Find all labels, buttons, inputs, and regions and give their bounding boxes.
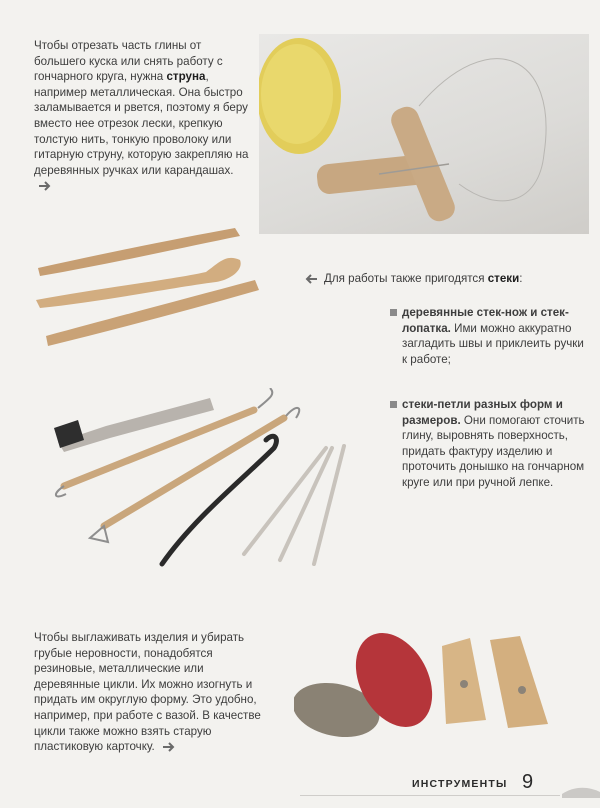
page-footer (0, 770, 600, 808)
bullet-square-icon (390, 401, 397, 408)
corner-swoosh-icon (562, 784, 600, 798)
section-label: ИНСТРУМЕНТЫ (412, 778, 508, 790)
wooden-knives-illustration (30, 224, 265, 354)
photo-wire-cutter (259, 34, 589, 234)
paragraph-stecks-intro: Для работы также пригодятся стеки: (304, 271, 594, 287)
ribs-illustration (294, 628, 564, 748)
list-item-loop-stecks: стеки-петли разных форм и размеров. Они помогают сточить глину, выровнять поверхность, придать фактуру изделию и проточить донышко на гончарном круге или при ручной лепке. (402, 397, 592, 491)
paragraph-wire: Чтобы отрезать часть глины от большего куска или снять работу с гончарного круга, нужна струна, например металлическая. Она быстро заламывается и рвется, поэтому я беру вместо нее отрезок лески, крепкую толстую нить, тонкую проволоку или гитарную струну, которую закрепляю на деревянных ручках или карандашах. (34, 38, 252, 194)
page-number: 9 (522, 771, 534, 793)
list-item-wooden-stecks: деревянные стек-нож и стек-лопатка. Ими можно аккуратно загладить швы и приклеить ручки к работе; (402, 305, 592, 367)
footer-divider (300, 795, 560, 796)
arrow-right-icon (162, 742, 176, 752)
arrow-right-icon (38, 181, 52, 191)
arrow-left-icon (304, 274, 318, 284)
bullet-square-icon (390, 309, 397, 316)
paragraph-ribs: Чтобы выглаживать изделия и убирать грубые неровности, понадобятся резиновые, металлические или деревянные цикли. Их можно изогнуть и придать им округлую форму. Это удобно, например, при работе с вазой. В качестве цикли также можно взять старую пластиковую карточку. (34, 631, 261, 754)
loop-tools-illustration (44, 388, 364, 578)
